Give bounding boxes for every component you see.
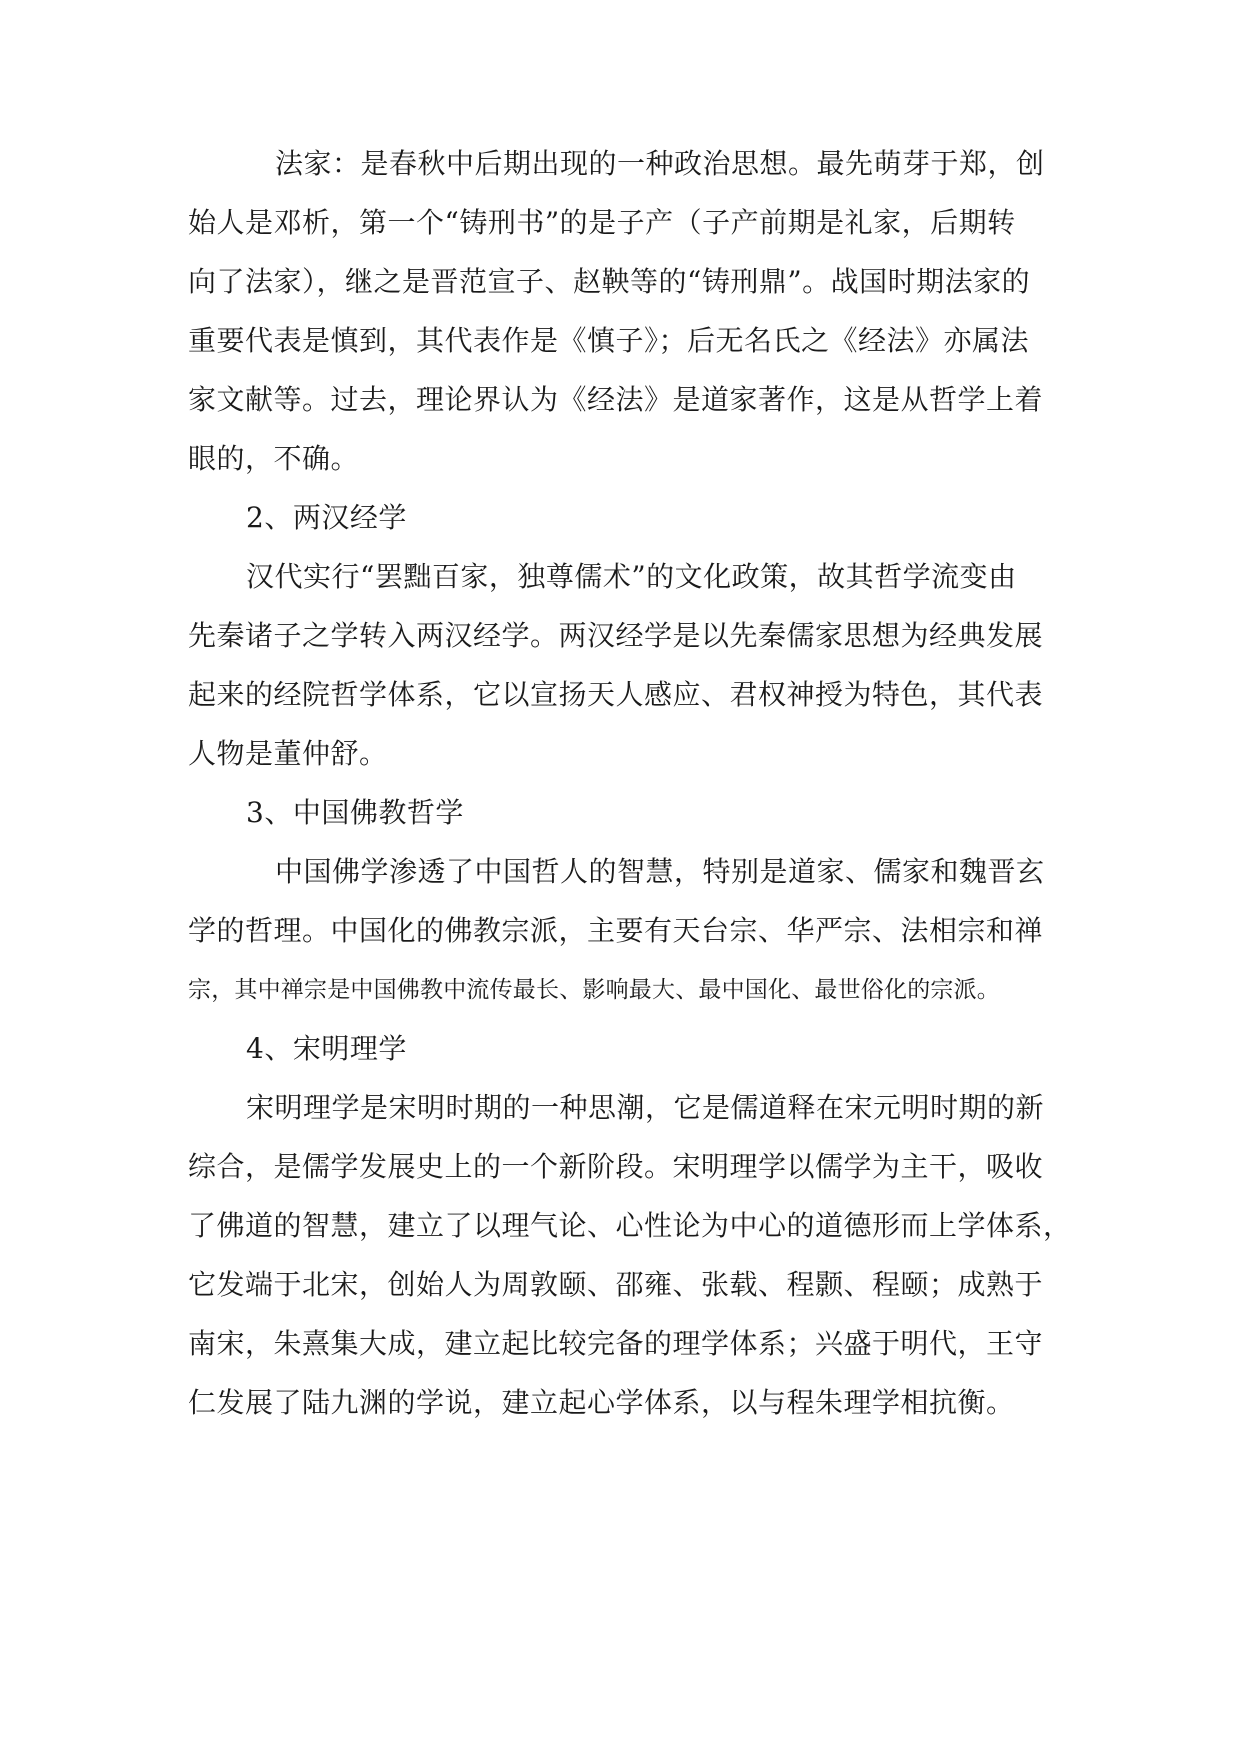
paragraph-legalism-line-2: 始人是邓析，第一个“铸刑书”的是子产（子产前期是礼家，后期转 [188,206,1016,239]
section-heading-3: 3、中国佛教哲学 [246,796,464,829]
paragraph-legalism-line-6: 眼的，不确。 [188,442,360,475]
paragraph-han-line-1: 汉代实行“罢黜百家，独尊儒术”的文化政策，故其哲学流变由 [246,560,1017,593]
paragraph-buddhism-line-1: 中国佛学渗透了中国哲人的智慧，特别是道家、儒家和魏晋玄 [275,855,1045,888]
paragraph-han-line-4: 人物是董仲舒。 [188,737,388,770]
paragraph-neo-confucianism-line-5: 南宋，朱熹集大成，建立起比较完备的理学体系；兴盛于明代，王守 [188,1327,1044,1360]
paragraph-legalism-line-1: 法家：是春秋中后期出现的一种政治思想。最先萌芽于郑，创 [275,147,1045,180]
paragraph-buddhism-line-3: 宗，其中禅宗是中国佛教中流传最长、影响最大、最中国化、最世俗化的宗派。 [188,977,1000,1003]
paragraph-neo-confucianism-line-2: 综合，是儒学发展史上的一个新阶段。宋明理学以儒学为主干，吸收 [188,1150,1044,1183]
paragraph-legalism-line-4: 重要代表是慎到，其代表作是《慎子》；后无名氏之《经法》亦属法 [188,324,1030,357]
paragraph-legalism-line-5: 家文献等。过去，理论界认为《经法》是道家著作，这是从哲学上着 [188,383,1044,416]
section-heading-2: 2、两汉经学 [246,501,407,534]
paragraph-buddhism-line-2: 学的哲理。中国化的佛教宗派，主要有天台宗、华严宗、法相宗和禅 [188,914,1044,947]
paragraph-neo-confucianism-line-6: 仁发展了陆九渊的学说，建立起心学体系，以与程朱理学相抗衡。 [188,1386,1015,1419]
paragraph-legalism-line-3: 向了法家），继之是晋范宣子、赵鞅等的“铸刑鼎”。战国时期法家的 [188,265,1031,298]
paragraph-neo-confucianism-line-3: 了佛道的智慧，建立了以理气论、心性论为中心的道德形而上学体系， [188,1209,1072,1242]
paragraph-han-line-3: 起来的经院哲学体系，它以宣扬天人感应、君权神授为特色，其代表 [188,678,1044,711]
section-heading-4: 4、宋明理学 [246,1032,407,1065]
paragraph-han-line-2: 先秦诸子之学转入两汉经学。两汉经学是以先秦儒家思想为经典发展 [188,619,1044,652]
paragraph-neo-confucianism-line-1: 宋明理学是宋明时期的一种思潮，它是儒道释在宋元明时期的新 [246,1091,1045,1124]
paragraph-neo-confucianism-line-4: 它发端于北宋，创始人为周敦颐、邵雍、张载、程颢、程颐；成熟于 [188,1268,1044,1301]
